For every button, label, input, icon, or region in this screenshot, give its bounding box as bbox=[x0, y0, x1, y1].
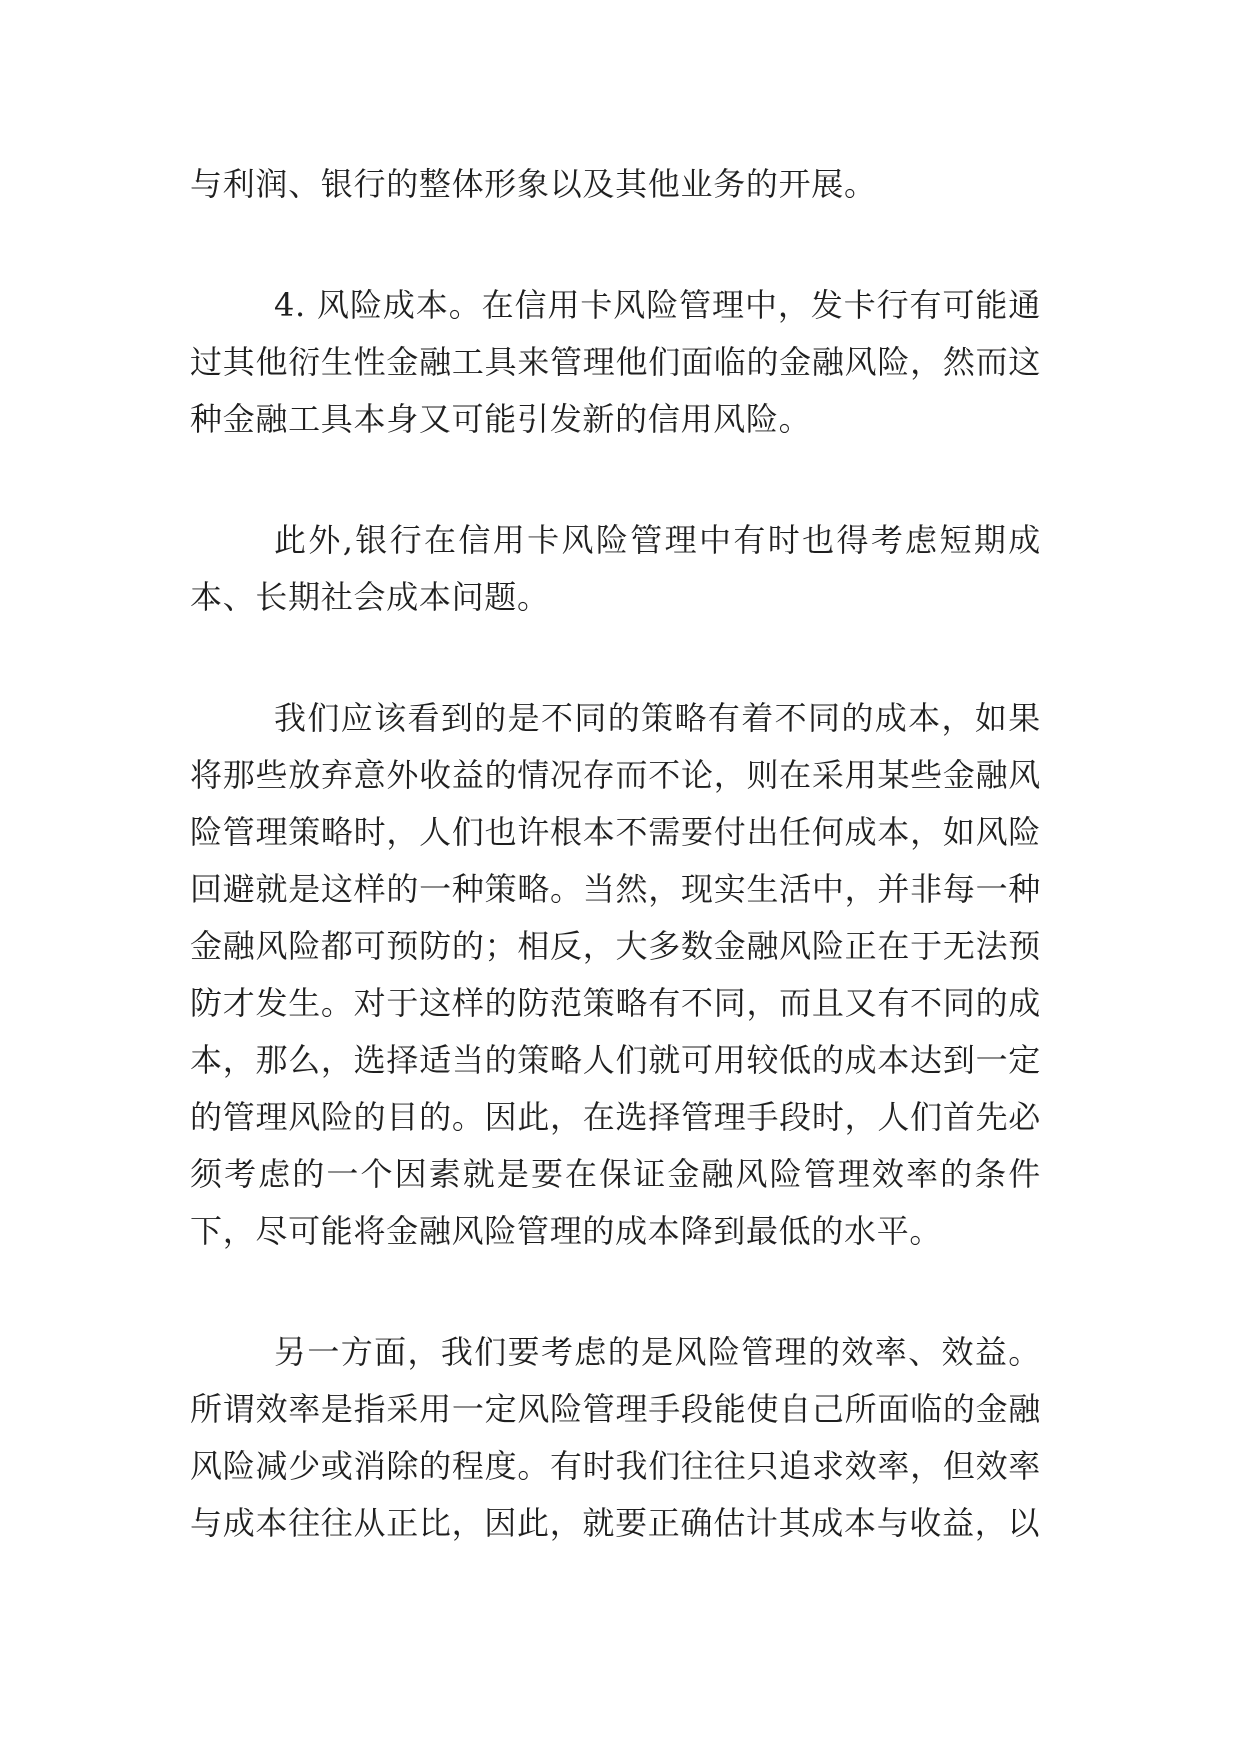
paragraph-efficiency: 另一方面，我们要考虑的是风险管理的效率、效益。所谓效率是指采用一定风险管理手段能使自己所面临的金融风险减少或消除的程度。有时我们往往只追求效率，但效率与成本往往从正比，因此，就要正确估计其成本与收益，以 bbox=[190, 1333, 1041, 1542]
paragraph-risk-cost: 4. 风险成本。在信用卡风险管理中，发卡行有可能通过其他衍生性金融工具来管理他们面临的金融风险，然而这种金融工具本身又可能引发新的信用风险。 bbox=[190, 286, 1041, 438]
paragraph-continuation: 与利润、银行的整体形象以及其他业务的开展。 bbox=[190, 165, 877, 203]
paragraph-strategy-costs: 我们应该看到的是不同的策略有着不同的成本，如果将那些放弃意外收益的情况存而不论，则在采用某些金融风险管理策略时，人们也许根本不需要付出任何成本，如风险回避就是这样的一种策略。当然，现实生活中，并非每一种金融风险都可预防的；相反，大多数金融风险正在于无法预防才发生。对于这样的防范策略有不同，而且又有不同的成本，那么，选择适当的策略人们就可用较低的成本达到一定的管理风险的目的。因此，在选择管理手段时，人们首先必须考虑的一个因素就是要在保证金融风险管理效率的条件下，尽可能将金融风险管理的成本降到最低的水平。 bbox=[190, 699, 1041, 1250]
text-content bbox=[190, 156, 1041, 1552]
paragraph-additional-costs: 此外,银行在信用卡风险管理中有时也得考虑短期成本、长期社会成本问题。 bbox=[190, 521, 1041, 616]
